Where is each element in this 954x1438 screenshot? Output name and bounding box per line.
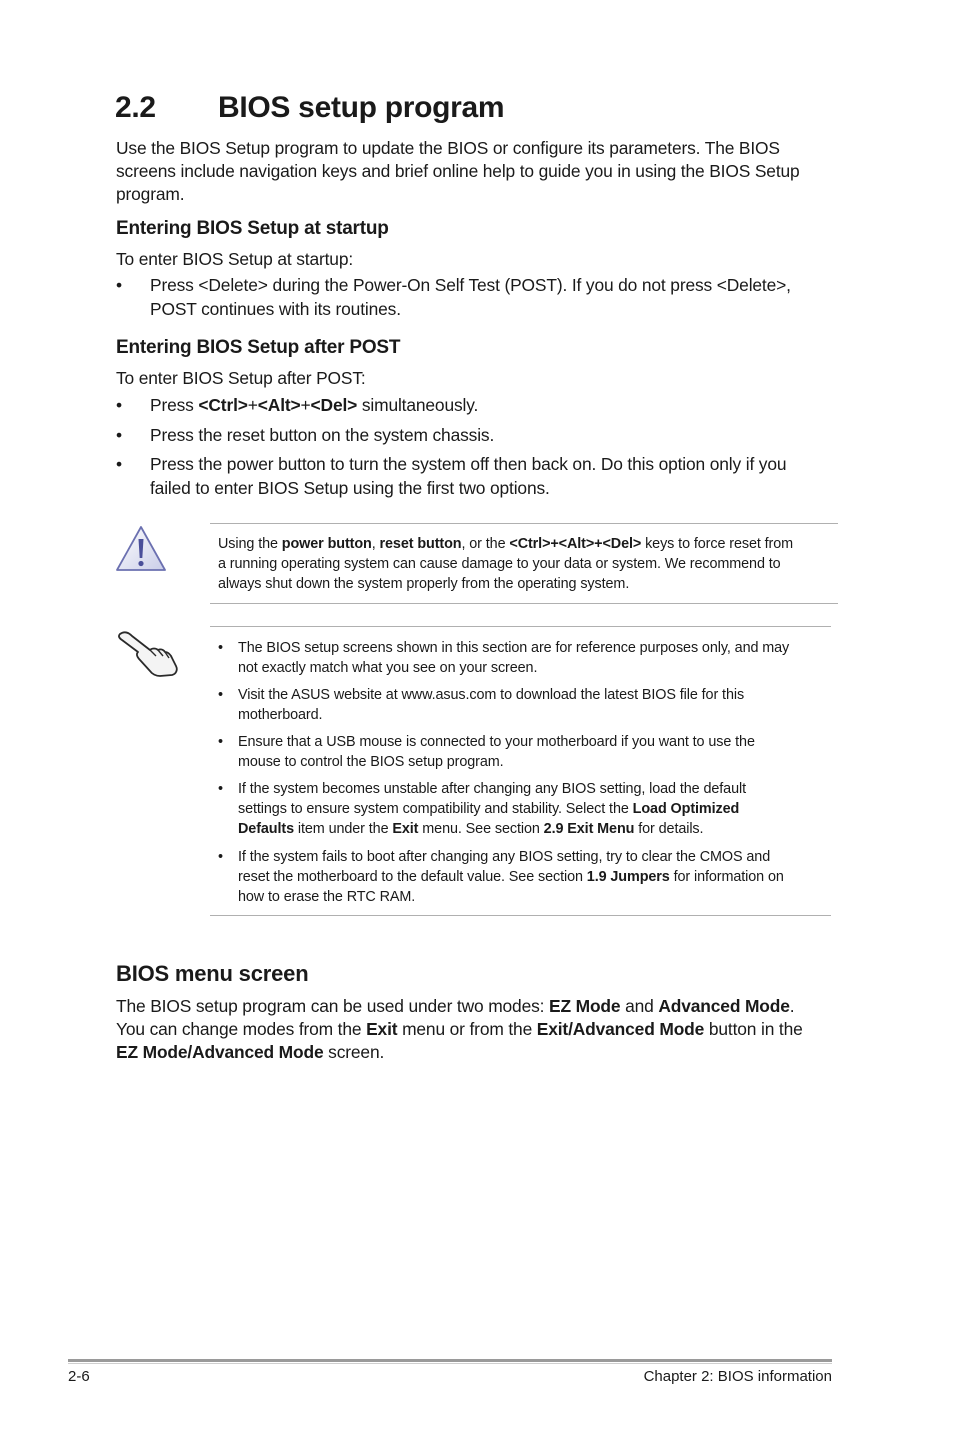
- after-post-bullet-1: • Press <Ctrl>+<Alt>+<Del> simultaneously.: [116, 394, 836, 418]
- footer-rule-thin: [68, 1363, 832, 1364]
- warning-bottom-rule: [210, 603, 838, 604]
- after-post-heading: Entering BIOS Setup after POST: [116, 337, 401, 358]
- note-item-3: • Ensure that a USB mouse is connected to your motherboard if you want to use the mouse to control the BIOS setup program.: [218, 734, 755, 771]
- after-post-bullet-2: • Press the reset button on the system chassis.: [116, 424, 836, 448]
- notes-bottom-rule: [210, 915, 831, 916]
- warning-text: Using the power button, reset button, or the <Ctrl>+<Alt>+<Del> keys to force reset from a running operating system can cause damage to your data or system. We recommend to always shut down the system properly from the operating system.: [218, 536, 794, 593]
- bullet-mark: •: [116, 275, 122, 295]
- section-heading: [115, 86, 835, 130]
- section-number: 2.2: [115, 91, 156, 124]
- note-item-4: • If the system becomes unstable after changing any BIOS setting, load the default settings to ensure system compatibility and stability. Select the Load Optimized Defaults item under the Exit menu. See section 2.9 Exit Menu for details.: [218, 781, 746, 838]
- intro-paragraph: Use the BIOS Setup program to update the BIOS or configure its parameters. The BIOS screens include navigation keys and brief online help to guide you in using the BIOS Setup program.: [116, 138, 800, 205]
- note-item-5: • If the system fails to boot after changing any BIOS setting, try to clear the CMOS and reset the motherboard to the default value. See section 1.9 Jumpers for information on how to erase the RTC RAM.: [218, 849, 784, 906]
- chapter-title: Chapter 2: BIOS information: [643, 1368, 832, 1385]
- notes-top-rule: [210, 626, 831, 627]
- note-item-1: • The BIOS setup screens shown in this section are for reference purposes only, and may not exactly match what you see on your screen.: [218, 640, 790, 677]
- startup-heading: Entering BIOS Setup at startup: [116, 218, 389, 239]
- note-item-2: • Visit the ASUS website at www.asus.com to download the latest BIOS file for this motherboard.: [218, 687, 745, 724]
- footer-rule: [68, 1359, 832, 1362]
- bullet-mark: •: [116, 425, 122, 445]
- warning-top-rule: [210, 523, 838, 524]
- key-alt: <Alt>: [257, 395, 301, 415]
- bullet-mark: •: [116, 454, 122, 474]
- menu-screen-paragraph: The BIOS setup program can be used under two modes: EZ Mode and Advanced Mode. You can change modes from the Exit menu or from the Exit/Advanced Mode button in the EZ Mode/Advanced Mode screen.: [116, 996, 803, 1063]
- after-post-bullet-3: • Press the power button to turn the system off then back on. Do this option only if you failed to enter BIOS Setup using the first two options.: [116, 454, 787, 498]
- bullet-mark: •: [116, 395, 122, 415]
- key-ctrl: <Ctrl>: [198, 395, 248, 415]
- pointing-hand-icon: [116, 628, 180, 678]
- key-del: <Del>: [310, 395, 358, 415]
- menu-screen-heading: BIOS menu screen: [116, 961, 309, 986]
- warning-triangle-icon: [114, 524, 168, 574]
- section-title: BIOS setup program: [218, 91, 505, 124]
- startup-bullet-item: • Press <Delete> during the Power-On Self Test (POST). If you do not press <Delete>, POST continues with its routines.: [116, 275, 791, 319]
- startup-lead: To enter BIOS Setup at startup:: [116, 249, 354, 269]
- page-number: 2-6: [68, 1368, 90, 1385]
- after-post-lead: To enter BIOS Setup after POST:: [116, 368, 366, 388]
